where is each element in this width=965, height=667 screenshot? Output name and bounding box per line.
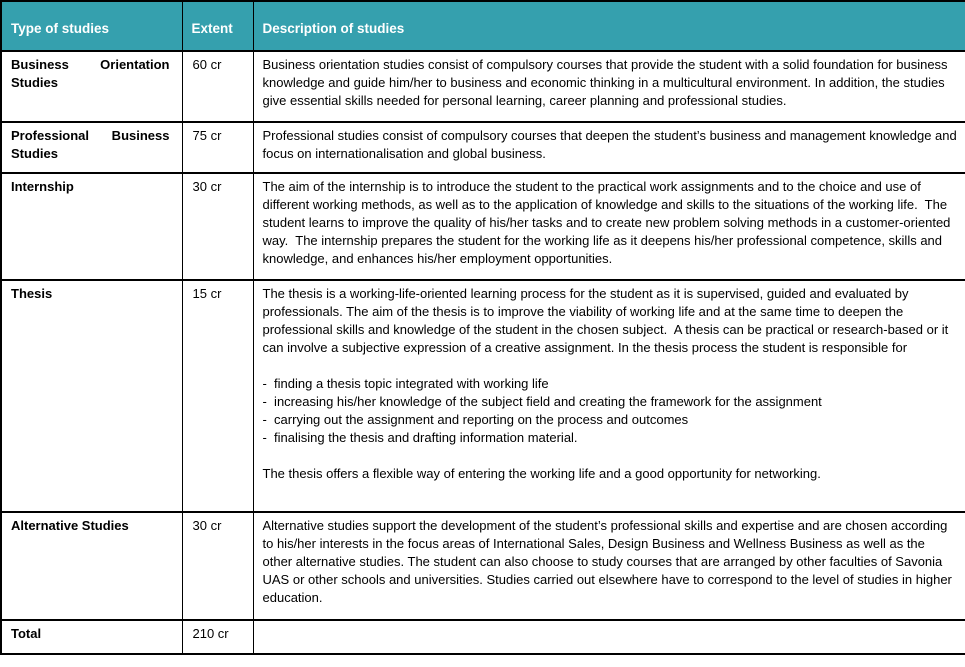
extent-cell: 30 cr [182,512,253,620]
description-paragraph: Professional studies consist of compulsory courses that deepen the student’s business and management knowledge and focus on internationalisation and global business. [262,128,961,161]
extent-cell: 75 cr [182,122,253,173]
description-cell [253,280,965,512]
description-bullet-line: - finalising the thesis and drafting information material. [262,430,578,445]
header-row [1,1,965,51]
description-paragraph: The thesis offers a flexible way of entering the working life and a good opportunity for networking. [262,466,821,481]
table-row [1,122,965,173]
extent-cell: 60 cr [182,51,253,122]
table-body [1,51,965,654]
table-row [1,280,965,512]
extent-cell: 15 cr [182,280,253,512]
description-paragraph: Alternative studies support the development of the student’s professional skills and expertise and are chosen according to his/her interests in the focus areas of International Sales, Design Business and Wellness Business as well as the other alternative studies. The student can also choose to study courses that are arranged by other faculties of Savonia UAS or other schools and universities. Studies carried out elsewhere have to correspond to the level of studies in higher education. [262,518,956,605]
description-cell [253,620,965,654]
type-of-studies-cell: Total [1,620,182,654]
description-cell [253,122,965,173]
extent-cell: 30 cr [182,173,253,280]
description-spacer [263,447,958,465]
type-of-studies-cell: Professional Business Studies [1,122,182,173]
header-description-of-studies: Description of studies [253,1,965,51]
table-row [1,51,965,122]
table-row [1,512,965,620]
type-of-studies-cell: Internship [1,173,182,280]
extent-cell: 210 cr [182,620,253,654]
description-paragraph: Business orientation studies consist of compulsory courses that provide the student with a solid foundation for business knowledge and guide him/her to business and economic thinking in a multicultural environment. In addition, the studies give essential skills needed for personal learning, career planning and professional studies. [262,57,952,108]
description-paragraph: The thesis is a working-life-oriented learning process for the student as it is supervised, guided and evaluated by professionals. The aim of the thesis is to improve the viability of working life and at the same time to deepen the professional skills and knowledge of the student in the chosen subject. A thesis can be practical or research-based or it can involve a subjective expression of a creative assignment. In the thesis process the student is responsible for [262,286,952,355]
type-of-studies-cell: Thesis [1,280,182,512]
description-cell [253,173,965,280]
table-row [1,620,965,654]
description-bullet-line: - finding a thesis topic integrated with working life [262,376,549,391]
table-row [1,173,965,280]
header-extent: Extent [182,1,253,51]
table-header [1,1,965,51]
description-bullet-line: - carrying out the assignment and reporting on the process and outcomes [262,412,689,427]
type-of-studies-cell: Alternative Studies [1,512,182,620]
type-of-studies-cell: Business Orientation Studies [1,51,182,122]
description-cell [253,512,965,620]
description-bullet-line: - increasing his/her knowledge of the subject field and creating the framework for the assignment [262,394,822,409]
description-cell [253,51,965,122]
description-spacer [263,357,958,375]
header-type-of-studies: Type of studies [1,1,182,51]
description-paragraph: The aim of the internship is to introduce the student to the practical work assignments and to the choice and use of different working methods, as well as to the application of knowledge and skills to the situations of the working life. The student learns to improve the quality of his/her tasks and to create new problem solving methods in a customer-oriented way. The internship prepares the student for the working life as it deepens his/her professional competence, skills and knowledge, and enhances his/her employment opportunities. [262,179,955,266]
